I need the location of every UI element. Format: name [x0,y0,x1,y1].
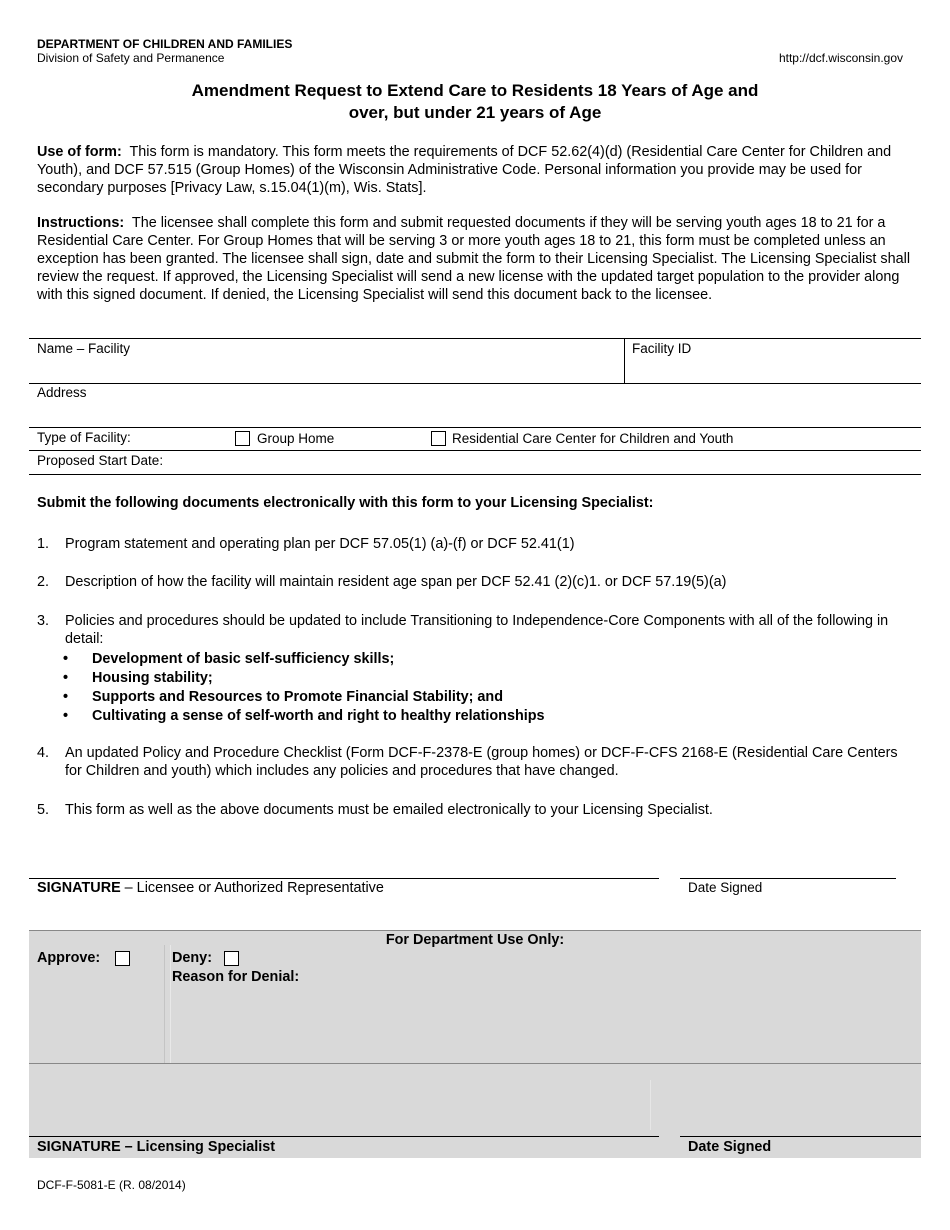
core-components-list [61,650,545,726]
form-title-line2: over, but under 21 years of Age [348,103,602,122]
instructions-text: The licensee shall complete this form and submit requested documents if they will be serving youth ages 18 to 21 for a Residential Care Center. For Group Homes that will be serving 3 or more youth ages 18 to 21, this form must be completed unless an exception has been granted. The licensee shall sign, date and submit the form to their Licensing Specialist. The Licensing Specialist shall review the request. If approved, the Licensing Specialist will send a new license with the updated target population to the provider along with this signed document. If denied, the Licensing Specialist will send this document back to the licensee. [37,215,911,303]
licensee-date-input[interactable] [680,845,896,877]
licensee-signature-label [37,880,384,896]
section-divider [170,945,171,1063]
list-item-text: This form as well as the above documents must be emailed electronically to your Licensing Specialist. [65,802,713,818]
section-top-border [29,930,921,931]
use-of-form-label: Use of form: [37,144,122,160]
proposed-start-date-input[interactable] [180,452,913,472]
specialist-date-label: Date Signed [688,1139,772,1155]
type-of-facility-label: Type of Facility: [37,430,131,445]
signature-line [29,878,659,879]
row-border [29,383,921,384]
section-divider-line [29,1063,921,1064]
submit-heading: Submit the following documents electronically with this form to your Licensing Specialist: [37,495,654,511]
name-facility-input[interactable] [37,356,617,380]
bullet-item: • Supports and Resources to Promote Financial Stability; and [61,688,545,707]
list-item [37,801,913,819]
list-item [37,535,913,553]
group-home-checkbox[interactable] [235,431,250,446]
group-home-label: Group Home [257,431,335,446]
row-border [29,427,921,428]
list-item-number: 4. [37,745,50,761]
rcc-checkbox[interactable] [431,431,446,446]
signature-line [29,1136,659,1137]
licensee-date-label: Date Signed [688,880,763,895]
specialist-signature-label: SIGNATURE – Licensing Specialist [37,1139,276,1155]
bullet-item: • Cultivating a sense of self-worth and right to healthy relationships [61,707,545,726]
name-facility-label: Name – Facility [37,341,131,356]
signature-label-bold: SIGNATURE [37,880,121,896]
proposed-start-date-label: Proposed Start Date: [37,453,164,468]
facility-id-label: Facility ID [632,341,692,356]
form-title [0,80,950,124]
reason-for-denial-label: Reason for Denial: [172,969,300,985]
department-use-heading: For Department Use Only: [385,932,565,948]
list-item [37,573,913,591]
instructions-label: Instructions: [37,215,125,231]
signature-label-rest: – Licensee or Authorized Representative [120,880,384,896]
row-border [29,450,921,451]
section-divider [164,945,165,1063]
approve-label: Approve: [37,950,101,966]
facility-id-input[interactable] [632,356,917,380]
list-item-text: Description of how the facility will maintain resident age span per DCF 52.41 (2)(c)1. or DCF 57.19(5)(a) [65,574,727,590]
list-item-number: 1. [37,536,50,552]
table-bottom-border [29,474,921,475]
list-item-number: 2. [37,574,50,590]
date-line [680,1136,921,1137]
form-title-line1: Amendment Request to Extend Care to Residents 18 Years of Age and [191,81,759,100]
website-url: http://dcf.wisconsin.gov [778,51,903,65]
table-top-border [29,338,921,339]
bullet-item: • Housing stability; [61,669,545,688]
bullet-item: • Development of basic self-sufficiency skills; [61,650,545,669]
use-of-form-text: This form is mandatory. This form meets the requirements of DCF 52.62(4)(d) (Residential Care Center for Children and Youth), and DCF 57.515 (Group Homes) of the Wisconsin Administrative Code. Personal information you provide may be used for secondary purposes [Privacy Law, s.15.04(1)(m), Wis. Stats]. [37,144,892,196]
approve-checkbox[interactable] [115,951,130,966]
list-item [37,744,913,780]
list-item-number: 3. [37,613,50,629]
list-item-text: An updated Policy and Procedure Checklist (Form DCF-F-2378-E (group homes) or DCF-F-CFS 2168-E (Residential Care Centers for Children and youth) which includes any policies and procedures that have changed. [65,745,898,779]
deny-checkbox[interactable] [224,951,239,966]
form-number: DCF-F-5081-E (R. 08/2014) [37,1178,186,1192]
instructions [37,214,913,304]
deny-label: Deny: [172,950,212,966]
specialist-date-input[interactable] [680,1068,920,1134]
list-item-number: 5. [37,802,50,818]
department-name: DEPARTMENT OF CHILDREN AND FAMILIES [37,37,293,51]
list-item [37,612,913,648]
rcc-label: Residential Care Center for Children and Youth [452,431,734,446]
licensee-signature-input[interactable] [29,845,659,877]
division-name: Division of Safety and Permanence [37,51,225,65]
list-item-text: Program statement and operating plan per DCF 57.05(1) (a)-(f) or DCF 52.41(1) [65,536,575,552]
list-item-text: Policies and procedures should be updated to include Transitioning to Independence-Core Components with all of the following in detail: [65,613,889,647]
use-of-form [37,143,913,197]
address-label: Address [37,385,87,400]
specialist-signature-input[interactable] [29,1068,659,1134]
reason-for-denial-input[interactable] [172,990,912,1058]
address-input[interactable] [37,401,913,425]
date-line [680,878,896,879]
facility-id-divider [624,338,625,383]
